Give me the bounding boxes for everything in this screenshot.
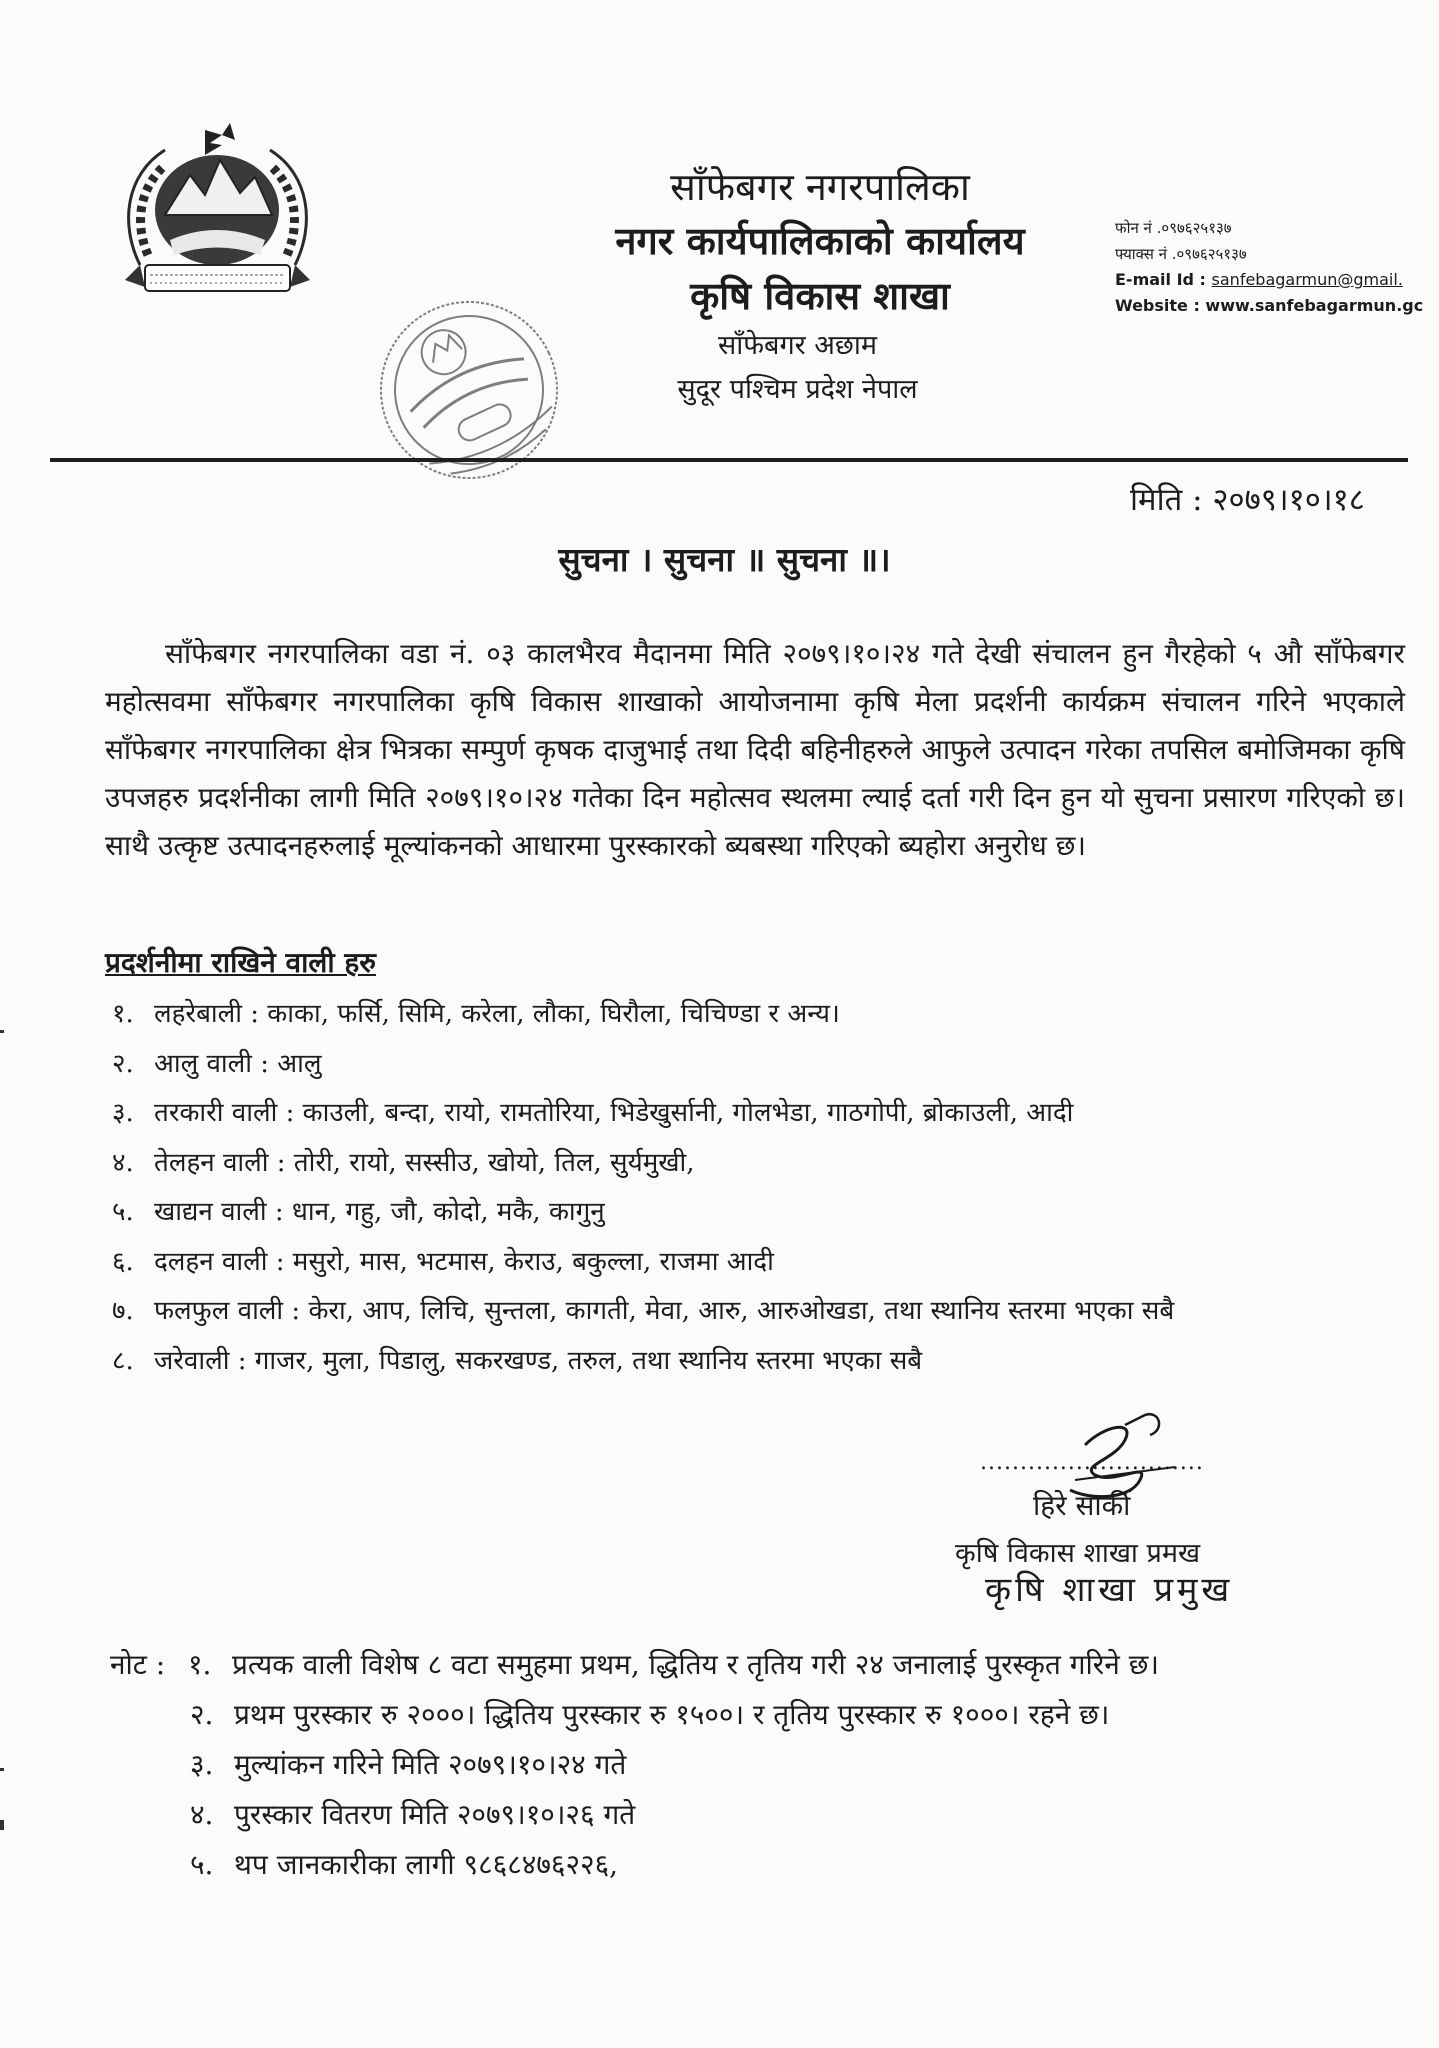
notes-label: नोट : [110, 1648, 166, 1681]
letterhead [555, 160, 1085, 412]
notes-section [110, 1640, 1410, 1890]
list-item: ४. तेलहन वाली : तोरी, रायो, सस्सीउ, खोयो, तिल, सुर्यमुखी, [112, 1147, 695, 1178]
fax: फ्याक्स नं .०९७६२५१३७ [1115, 245, 1247, 263]
note-item: नोट : १. प्रत्यक वाली विशेष ८ वटा समुहमा प्रथम, द्धितिय र तृतिय गरी २४ जनालाई पुरस्कृत गरिने छ। [110, 1640, 1410, 1690]
edge-mark [0, 1030, 4, 1033]
list-item: ८. जरेवाली : गाजर, मुला, पिडालु, सकरखण्ड, तरुल, तथा स्थानिय स्तरमा भएका सबै [112, 1345, 923, 1376]
municipality-name: साँफेबगर नगरपालिका [670, 165, 970, 209]
notice-body: साँफेबगर नगरपालिका वडा नं. ०३ कालभैरव मैदानमा मिति २०७९।१०।२४ गते देखी संचालन हुन गैरहेको ५ औ साँफेबगर महोत्सवमा साँफेबगर नगरपालिका कृषि विकास शाखाको आयोजनामा कृषि मेला प्रदर्शनी कार्यक्रम संचालन गरिने भएकाले साँफेबगर नगरपालिका क्षेत्र भित्रका सम्पुर्ण कृषक दाजुभाई तथा दिदी बहिनीहरुले आफुले उत्पादन गरेका तपसिल बमोजिमका कृषि उपजहरु प्रदर्शनीका लागी मिति २०७९।१०।२४ गतेका दिन महोत्सव स्थलमा ल्याई दर्ता गरी दिन हुन यो सुचना प्रसारण गरिएको छ। साथै उत्कृष्ट उत्पादनहरुलाई मूल्यांकनको आधारमा पुरस्कारको ब्यबस्था गरिएको ब्यहोरा अनुरोध छ। [105, 637, 1405, 862]
section-name: कृषि विकास शाखा [690, 273, 950, 318]
header-divider [50, 458, 1408, 462]
list-item: ७. फलफुल वाली : केरा, आप, लिचि, सुन्तला, कागती, मेवा, आरु, आरुओखडा, तथा स्थानिय स्तरमा भएका सबै [112, 1296, 1175, 1326]
email-link[interactable]: sanfebagarmun@gmail. [1211, 270, 1403, 289]
note-item: ४. पुरस्कार वितरण मिति २०७९।१०।२६ गते [190, 1798, 636, 1831]
website[interactable]: Website : www.sanfebagarmun.gc [1115, 296, 1424, 315]
note-item: ५. थप जानकारीका लागी ९८६८४७६२२६, [190, 1848, 619, 1881]
note-item: ३. मुल्यांकन गरिने मिति २०७९।१०।२४ गते [190, 1748, 627, 1781]
notice-title: सुचना । सुचना ॥ सुचना ॥। [558, 540, 891, 579]
list-item: ५. खाद्यन वाली : धान, गहु, जौ, कोदो, मकै, कागुनु [112, 1197, 605, 1227]
items-heading: प्रदर्शनीमा राखिने वाली हरु [105, 946, 376, 979]
signatory-name: हिरे सार्की [1033, 1489, 1131, 1522]
list-item: ६. दलहन वाली : मसुरो, मास, भटमास, केराउ, बकुल्ला, राजमा आदी [112, 1246, 774, 1277]
phone: फोन नं .०९७६२५१३७ [1115, 219, 1232, 237]
edge-mark [0, 1768, 4, 1771]
signature-line: ............................ [980, 1450, 1204, 1475]
nepal-emblem-icon [110, 115, 325, 315]
contact-block [1115, 215, 1435, 319]
office-name: नगर कार्यपालिकाको कार्यालय [615, 218, 1025, 263]
crop-list [112, 990, 1392, 1386]
list-item: २. आलु वाली : आलु [112, 1048, 322, 1079]
province: सुदूर पश्चिम प्रदेश नेपाल [677, 374, 918, 405]
signatory-title-stamp: कृषि शाखा प्रमुख [985, 1570, 1234, 1610]
edge-mark [0, 1820, 4, 1830]
email-line [1115, 267, 1435, 293]
email-label: E-mail Id : [1115, 270, 1212, 289]
signatory-title: कृषि विकास शाखा प्रमख [955, 1538, 1201, 1569]
list-item: ३. तरकारी वाली : काउली, बन्दा, रायो, रामतोरिया, भिडेखुर्सानी, गोलभेडा, गाठगोपी, ब्रोकाउली, आदी [112, 1098, 1074, 1128]
note-item: २. प्रथम पुरस्कार रु २०००। द्धितिय पुरस्कार रु १५००। र तृतिय पुरस्कार रु १०००। रहने छ। [190, 1698, 1110, 1731]
list-item: १. लहरेबाली : काका, फर्सि, सिमि, करेला, लौका, घिरौला, चिचिण्डा र अन्य। [112, 999, 840, 1029]
notice-date: मिति : २०७९।१०।१८ [1130, 482, 1365, 518]
location: साँफेबगर अछाम [718, 330, 877, 361]
